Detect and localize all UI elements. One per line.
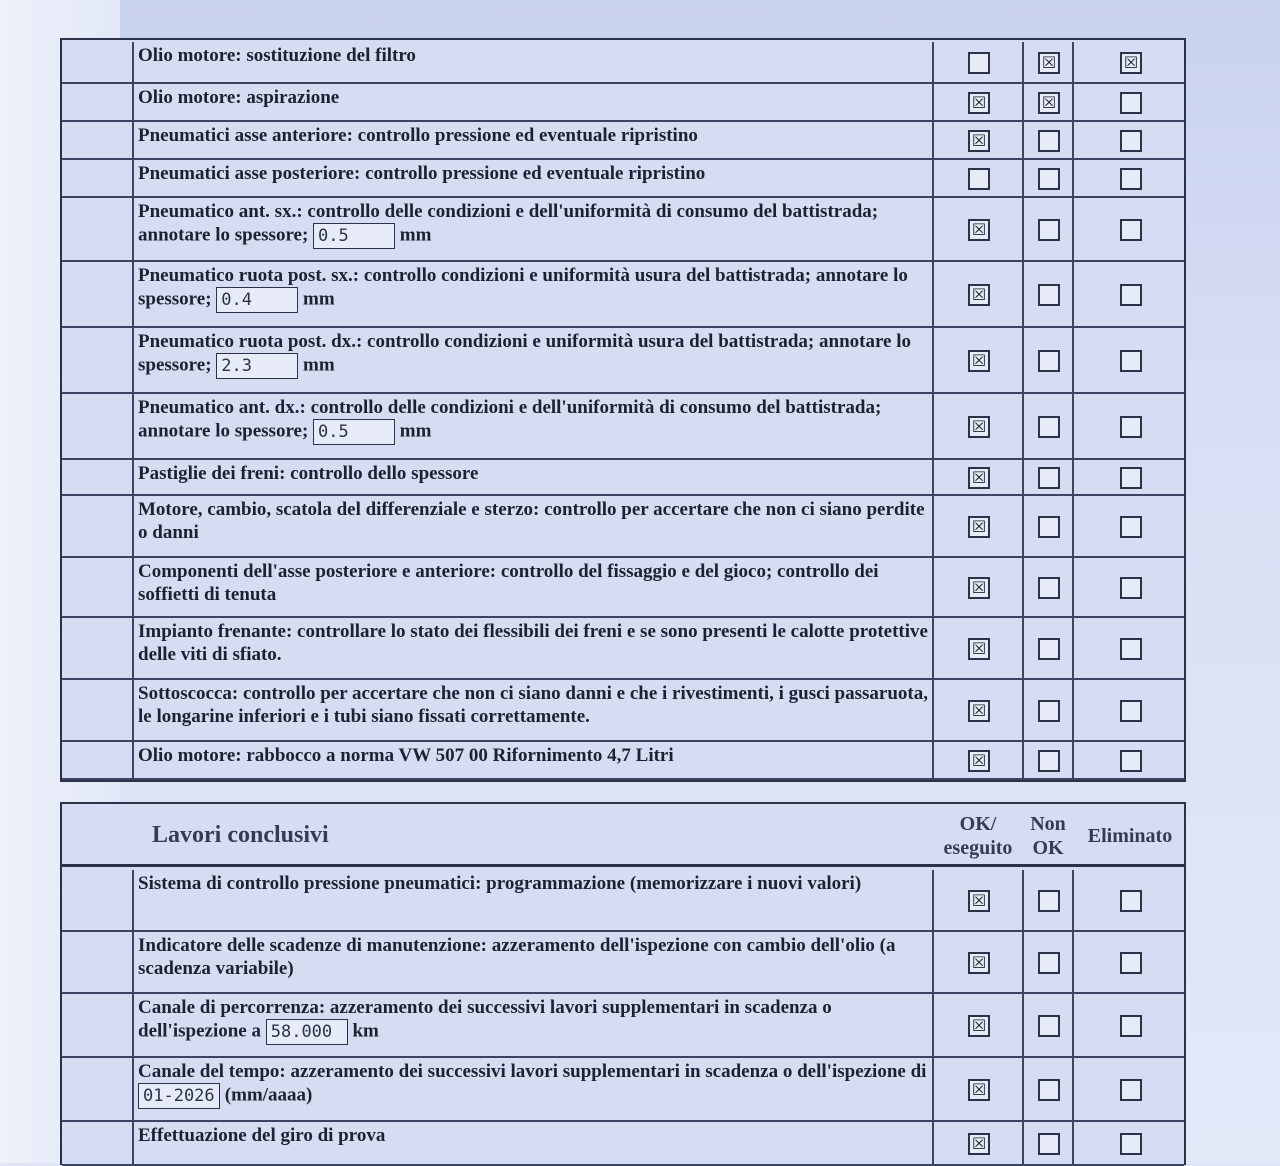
ok-cell — [934, 262, 1024, 326]
row-text: Pneumatici asse posteriore: controllo pressione ed eventuale ripristino — [138, 163, 706, 184]
eliminato-checkbox[interactable] — [1120, 700, 1142, 722]
ok-checkbox[interactable]: ☒ — [968, 750, 990, 772]
checklist-row — [62, 558, 1184, 618]
eliminato-cell — [1076, 1122, 1184, 1164]
non-ok-checkbox[interactable] — [1038, 952, 1060, 974]
ok-cell — [934, 394, 1024, 458]
row-text: Impianto frenante: controllare lo stato dei flessibili dei freni e se sono presenti le calotte protettive delle viti di sfiato. — [138, 621, 928, 665]
row-text: Pastiglie dei freni: controllo dello spessore — [138, 463, 479, 484]
ok-checkbox[interactable] — [968, 52, 990, 74]
row-description — [134, 680, 934, 740]
row-description — [134, 1122, 934, 1164]
eliminato-cell — [1076, 460, 1184, 494]
eliminato-checkbox[interactable] — [1120, 516, 1142, 538]
row-description — [134, 994, 934, 1056]
eliminato-checkbox[interactable] — [1120, 638, 1142, 660]
header-non-ok: Non OK — [1030, 813, 1066, 859]
checklist-row — [62, 394, 1184, 460]
eliminato-cell — [1076, 262, 1184, 326]
ok-cell — [934, 558, 1024, 616]
eliminato-cell — [1076, 680, 1184, 740]
row-number-cell — [62, 42, 134, 82]
checklist-table-final-works — [60, 802, 1186, 1165]
final-works-header — [62, 804, 1184, 867]
row-text: Pneumatico ruota post. dx.: controllo condizioni e uniformità usura del battistrada; annotare lo spessore; — [138, 331, 912, 376]
non-ok-checkbox[interactable] — [1038, 890, 1060, 912]
value-field[interactable]: 0.5 — [313, 223, 395, 249]
non-ok-cell — [1024, 496, 1074, 556]
row-text: Pneumatico ant. dx.: controllo delle condizioni e dell'uniformità di consumo del battistrada; annotare lo spessore; — [138, 397, 882, 442]
row-number-cell — [62, 496, 134, 556]
row-number-cell — [62, 198, 134, 260]
eliminato-checkbox[interactable] — [1120, 1133, 1142, 1155]
row-text: Pneumatico ant. sx.: controllo delle condizioni e dell'uniformità di consumo del battistrada; annotare lo spessore; — [138, 201, 879, 246]
row-description — [134, 160, 934, 196]
eliminato-checkbox[interactable] — [1120, 350, 1142, 372]
non-ok-checkbox[interactable] — [1038, 350, 1060, 372]
row-description — [134, 394, 934, 458]
checklist-row — [62, 42, 1184, 84]
non-ok-cell — [1024, 328, 1074, 392]
checklist-row — [62, 680, 1184, 742]
non-ok-checkbox[interactable] — [1038, 1079, 1060, 1101]
ok-cell — [934, 160, 1024, 196]
row-description — [134, 618, 934, 678]
eliminato-cell — [1076, 496, 1184, 556]
eliminato-cell — [1076, 198, 1184, 260]
checklist-table-maintenance — [60, 38, 1186, 782]
eliminato-checkbox[interactable] — [1120, 1079, 1142, 1101]
eliminato-cell — [1076, 1058, 1184, 1120]
row-description — [134, 558, 934, 616]
checklist-row — [62, 994, 1184, 1058]
non-ok-cell — [1024, 394, 1074, 458]
non-ok-checkbox[interactable] — [1038, 416, 1060, 438]
ok-cell — [934, 932, 1024, 992]
row-text: Pneumatico ruota post. sx.: controllo condizioni e uniformità usura del battistrada; annotare lo spessore; — [138, 265, 908, 310]
eliminato-checkbox[interactable] — [1120, 130, 1142, 152]
checklist-row — [62, 328, 1184, 394]
row-number-cell — [62, 460, 134, 494]
row-text: Sistema di controllo pressione pneumatici: programmazione (memorizzare i nuovi valori) — [138, 873, 862, 894]
value-field[interactable]: 0.4 — [216, 287, 298, 313]
eliminato-cell — [1076, 870, 1184, 930]
ok-cell — [934, 618, 1024, 678]
checklist-row — [62, 618, 1184, 680]
checklist-row — [62, 1058, 1184, 1122]
row-number-cell — [62, 742, 134, 778]
non-ok-checkbox[interactable] — [1038, 577, 1060, 599]
non-ok-checkbox[interactable] — [1038, 516, 1060, 538]
non-ok-cell — [1024, 932, 1074, 992]
row-number-cell — [62, 680, 134, 740]
ok-cell — [934, 122, 1024, 158]
ok-checkbox[interactable]: ☒ — [968, 1015, 990, 1037]
eliminato-checkbox[interactable] — [1120, 219, 1142, 241]
eliminato-checkbox[interactable] — [1120, 416, 1142, 438]
ok-cell — [934, 496, 1024, 556]
eliminato-checkbox[interactable] — [1120, 168, 1142, 190]
eliminato-cell — [1076, 558, 1184, 616]
checklist-row — [62, 122, 1184, 160]
eliminato-checkbox[interactable] — [1120, 577, 1142, 599]
ok-cell — [934, 994, 1024, 1056]
ok-checkbox[interactable]: ☒ — [968, 284, 990, 306]
non-ok-cell — [1024, 558, 1074, 616]
ok-checkbox[interactable]: ☒ — [968, 92, 990, 114]
checklist-row — [62, 742, 1184, 780]
ok-cell — [934, 680, 1024, 740]
checklist-row — [62, 160, 1184, 198]
eliminato-cell — [1076, 742, 1184, 778]
eliminato-cell — [1076, 394, 1184, 458]
non-ok-checkbox[interactable]: ☒ — [1038, 52, 1060, 74]
non-ok-cell — [1024, 122, 1074, 158]
non-ok-cell — [1024, 680, 1074, 740]
ok-checkbox[interactable]: ☒ — [968, 700, 990, 722]
non-ok-cell — [1024, 262, 1074, 326]
ok-checkbox[interactable]: ☒ — [968, 350, 990, 372]
non-ok-cell — [1024, 870, 1074, 930]
row-number-cell — [62, 262, 134, 326]
ok-checkbox[interactable]: ☒ — [968, 516, 990, 538]
row-number-cell — [62, 84, 134, 120]
row-number-cell — [62, 618, 134, 678]
non-ok-checkbox[interactable]: ☒ — [1038, 92, 1060, 114]
row-number-cell — [62, 122, 134, 158]
eliminato-checkbox[interactable] — [1120, 1015, 1142, 1037]
row-text: Indicatore delle scadenze di manutenzione: azzeramento dell'ispezione con cambio dell'olio (a scadenza variabile) — [138, 935, 896, 979]
unit-label: (mm/aaaa) — [224, 1084, 313, 1106]
ok-cell — [934, 870, 1024, 930]
eliminato-cell — [1076, 932, 1184, 992]
ok-checkbox[interactable]: ☒ — [968, 416, 990, 438]
eliminato-checkbox[interactable] — [1120, 750, 1142, 772]
non-ok-checkbox[interactable] — [1038, 1133, 1060, 1155]
row-text: Olio motore: sostituzione del filtro — [138, 45, 416, 66]
row-text: Componenti dell'asse posteriore e anteriore: controllo del fissaggio e del gioco; controllo dei soffietti di tenuta — [138, 561, 879, 605]
row-description — [134, 1058, 934, 1120]
non-ok-checkbox[interactable] — [1038, 219, 1060, 241]
eliminato-cell — [1076, 84, 1184, 120]
header-ok: OK/ eseguito — [943, 813, 1013, 859]
ok-checkbox[interactable]: ☒ — [968, 1133, 990, 1155]
row-text: Olio motore: rabbocco a norma VW 507 00 Rifornimento 4,7 Litri — [138, 745, 674, 766]
eliminato-cell — [1076, 160, 1184, 196]
ok-cell — [934, 84, 1024, 120]
checklist-row — [62, 460, 1184, 496]
non-ok-cell — [1024, 1058, 1074, 1120]
non-ok-cell — [1024, 198, 1074, 260]
row-description — [134, 262, 934, 326]
value-field[interactable]: 58.000 — [266, 1019, 348, 1045]
row-description — [134, 932, 934, 992]
row-number-cell — [62, 1058, 134, 1120]
ok-checkbox[interactable]: ☒ — [968, 952, 990, 974]
ok-checkbox[interactable]: ☒ — [968, 130, 990, 152]
row-description — [134, 870, 934, 930]
row-description — [134, 496, 934, 556]
ok-cell — [934, 460, 1024, 494]
checklist-row — [62, 932, 1184, 994]
row-text: Effettuazione del giro di prova — [138, 1125, 386, 1146]
row-number-cell — [62, 394, 134, 458]
non-ok-cell — [1024, 160, 1074, 196]
value-field[interactable]: 01-2026 — [138, 1083, 220, 1109]
ok-cell — [934, 42, 1024, 82]
ok-checkbox[interactable]: ☒ — [968, 638, 990, 660]
eliminato-cell — [1076, 618, 1184, 678]
row-text: Sottoscocca: controllo per accertare che non ci siano danni e che i rivestimenti, i gusci passaruota, le longarine inferiori e i tubi siano fissati correttamente. — [138, 683, 928, 727]
row-number-cell — [62, 160, 134, 196]
non-ok-cell — [1024, 742, 1074, 778]
non-ok-cell — [1024, 42, 1074, 82]
checklist-row — [62, 1122, 1184, 1166]
checklist-row — [62, 496, 1184, 558]
header-eliminato: Eliminato — [1087, 825, 1173, 847]
section-title: Lavori conclusivi — [152, 822, 329, 848]
row-text: Canale di percorrenza: azzeramento dei successivi lavori supplementari in scadenza o dell'ispezione a — [138, 997, 832, 1042]
eliminato-cell — [1076, 42, 1184, 82]
ok-cell — [934, 1058, 1024, 1120]
ok-checkbox[interactable] — [968, 168, 990, 190]
value-field[interactable]: 2.3 — [216, 353, 298, 379]
ok-checkbox[interactable]: ☒ — [968, 890, 990, 912]
unit-label: mm — [399, 420, 432, 442]
non-ok-checkbox[interactable] — [1038, 1015, 1060, 1037]
row-number-cell — [62, 870, 134, 930]
non-ok-cell — [1024, 1122, 1074, 1164]
eliminato-checkbox[interactable] — [1120, 284, 1142, 306]
non-ok-checkbox[interactable] — [1038, 750, 1060, 772]
non-ok-checkbox[interactable] — [1038, 638, 1060, 660]
row-description — [134, 328, 934, 392]
checklist-row — [62, 262, 1184, 328]
non-ok-checkbox[interactable] — [1038, 284, 1060, 306]
ok-checkbox[interactable]: ☒ — [968, 467, 990, 489]
row-description — [134, 742, 934, 778]
eliminato-cell — [1076, 328, 1184, 392]
ok-checkbox[interactable]: ☒ — [968, 1079, 990, 1101]
ok-checkbox[interactable]: ☒ — [968, 219, 990, 241]
row-description — [134, 198, 934, 260]
ok-cell — [934, 198, 1024, 260]
eliminato-checkbox[interactable]: ☒ — [1120, 52, 1142, 74]
row-description — [134, 460, 934, 494]
eliminato-checkbox[interactable] — [1120, 467, 1142, 489]
non-ok-cell — [1024, 84, 1074, 120]
eliminato-checkbox[interactable] — [1120, 92, 1142, 114]
row-description — [134, 84, 934, 120]
row-text: Canale del tempo: azzeramento dei successivi lavori supplementari in scadenza o dell'ispezione di — [138, 1061, 927, 1082]
row-number-cell — [62, 328, 134, 392]
unit-label: mm — [303, 354, 335, 376]
non-ok-cell — [1024, 994, 1074, 1056]
eliminato-checkbox[interactable] — [1120, 890, 1142, 912]
eliminato-checkbox[interactable] — [1120, 952, 1142, 974]
checklist-row — [62, 198, 1184, 262]
row-description — [134, 42, 934, 82]
non-ok-checkbox[interactable] — [1038, 130, 1060, 152]
row-number-cell — [62, 1122, 134, 1164]
ok-cell — [934, 1122, 1024, 1164]
non-ok-cell — [1024, 460, 1074, 494]
eliminato-cell — [1076, 122, 1184, 158]
non-ok-checkbox[interactable] — [1038, 467, 1060, 489]
eliminato-cell — [1076, 994, 1184, 1056]
non-ok-checkbox[interactable] — [1038, 168, 1060, 190]
ok-cell — [934, 742, 1024, 778]
row-text: Pneumatici asse anteriore: controllo pressione ed eventuale ripristino — [138, 125, 698, 146]
ok-checkbox[interactable]: ☒ — [968, 577, 990, 599]
checklist-row — [62, 870, 1184, 932]
row-text: Olio motore: aspirazione — [138, 87, 340, 108]
row-number-cell — [62, 932, 134, 992]
row-description — [134, 122, 934, 158]
row-number-cell — [62, 994, 134, 1056]
ok-cell — [934, 328, 1024, 392]
row-text: Motore, cambio, scatola del differenziale e sterzo: controllo per accertare che non ci siano perdite o danni — [138, 499, 925, 543]
checklist-row — [62, 84, 1184, 122]
non-ok-checkbox[interactable] — [1038, 700, 1060, 722]
row-number-cell — [62, 558, 134, 616]
unit-label: mm — [399, 224, 432, 246]
non-ok-cell — [1024, 618, 1074, 678]
unit-label: mm — [303, 288, 335, 310]
unit-label: km — [352, 1020, 379, 1042]
value-field[interactable]: 0.5 — [313, 419, 395, 445]
